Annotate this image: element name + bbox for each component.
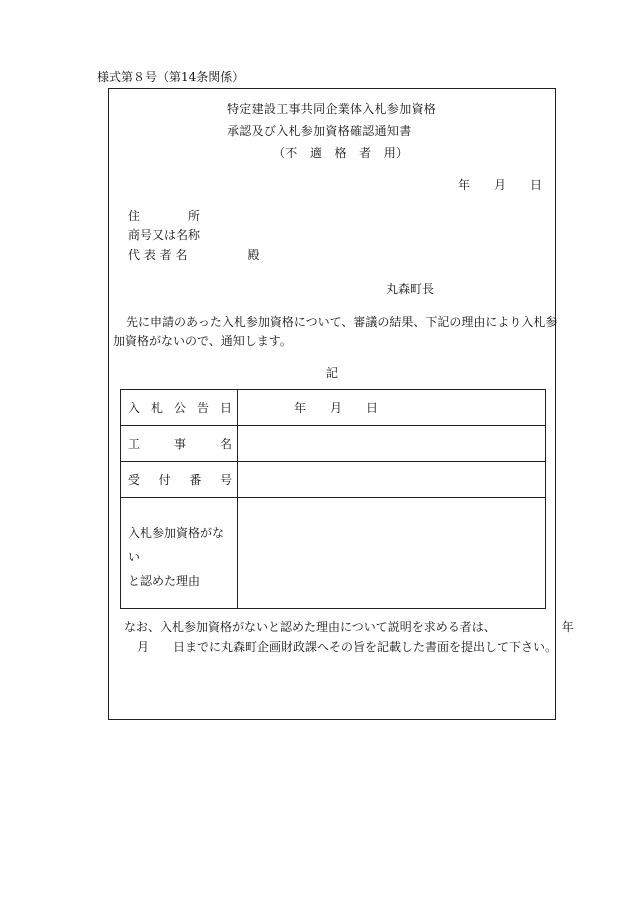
body-text-line2: 加資格がないので、通知します。 [113,334,292,348]
details-table [120,389,546,609]
receipt-number-label: 受 付 番 号 [121,462,238,498]
ki-heading: 記 [326,366,339,380]
form-number: 様式第８号（第14条関係） [97,70,245,84]
document-title-line2: 承認及び入札参加資格確認通知書 [227,124,412,138]
address-label: 住 所 [128,209,201,223]
construction-name-value [238,426,546,462]
table-row [121,462,546,498]
document-title-line1: 特定建設工事共同企業体入札参加資格 [227,102,437,116]
table-row [121,498,546,609]
reason-value [238,498,546,609]
document-title-line3: （不 適 格 者 用） [273,146,409,160]
trade-name-label: 商号又は名称 [128,228,201,242]
note-line2: 月 日までに丸森町企画財政課へその旨を記載した書面を提出して下さい。 [137,640,558,654]
table-row [121,390,546,426]
representative-label: 代 表 者 名 殿 [128,248,260,262]
table-row [121,426,546,462]
receipt-number-value [238,462,546,498]
note-line1: なお、入札参加資格がないと認めた理由について説明を求める者は、 年 [124,620,574,634]
reason-label: 入札参加資格がない と認めた理由 [121,498,238,609]
bid-notice-date-label: 入 札 公 告 日 [121,390,238,426]
issue-date: 年 月 日 [458,178,543,192]
issuer-name: 丸森町長 [386,282,435,296]
construction-name-label: 工 事 名 [121,426,238,462]
body-text-line1: 先に申請のあった入札参加資格について、審議の結果、下記の理由により入札参 [126,315,558,329]
bid-notice-date-value: 年 月 日 [238,390,546,426]
